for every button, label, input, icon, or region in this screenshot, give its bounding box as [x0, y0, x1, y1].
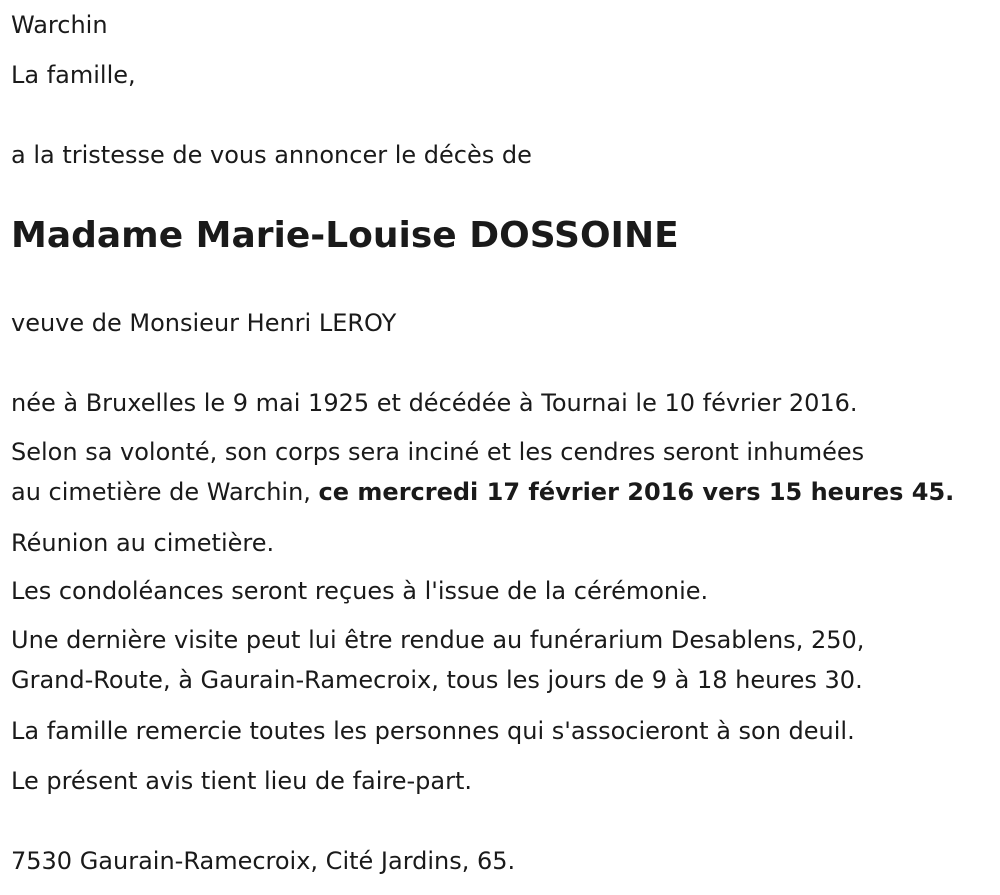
meeting-line: Réunion au cimetière. [11, 529, 275, 557]
visit-line-1: Une dernière visite peut lui être rendue au funérarium Desablens, 250, [11, 626, 865, 654]
cremation-line-2 [11, 472, 954, 512]
birth-death-line: née à Bruxelles le 9 mai 1925 et décédée à Tournai le 10 février 2016. [11, 389, 858, 417]
address-line: 7530 Gaurain-Ramecroix, Cité Jardins, 65. [11, 847, 516, 875]
deceased-name: Madame Marie-Louise DOSSOINE [11, 215, 679, 256]
notice-note-line: Le présent avis tient lieu de faire-part. [11, 767, 473, 795]
visit-paragraph [11, 620, 864, 700]
condolences-line: Les condoléances seront reçues à l'issue de la cérémonie. [11, 577, 709, 605]
place-name: Warchin [11, 11, 108, 39]
family-line: La famille, [11, 61, 136, 89]
visit-line-2: Grand-Route, à Gaurain-Ramecroix, tous les jours de 9 à 18 heures 30. [11, 666, 863, 694]
cremation-paragraph [11, 432, 954, 512]
announcement-line: a la tristesse de vous annoncer le décès de [11, 141, 532, 169]
cremation-place: au cimetière de Warchin, [11, 478, 319, 506]
ceremony-datetime: ce mercredi 17 février 2016 vers 15 heures 45. [318, 478, 955, 506]
widow-of-line: veuve de Monsieur Henri LEROY [11, 309, 397, 337]
cremation-line-1: Selon sa volonté, son corps sera inciné et les cendres seront inhumées [11, 438, 865, 466]
thanks-line: La famille remercie toutes les personnes qui s'associeront à son deuil. [11, 717, 855, 745]
